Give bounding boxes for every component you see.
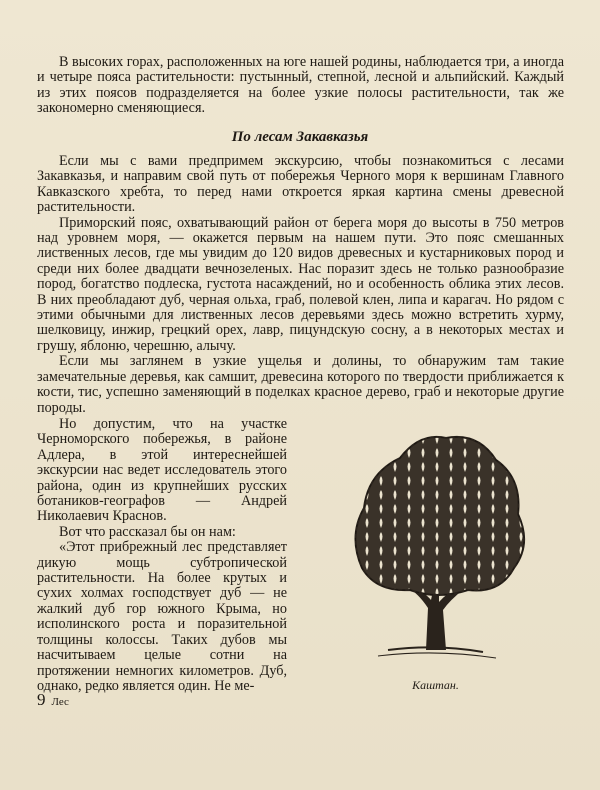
paragraph: В высоких горах, расположенных на юге нашей родины, наблюдается три, а иногда и четыре пояса растительности: пустынный, степной, лесной и альпийский. Каждый из этих поясов подразделяется на более узкие полосы растительности, так же закономерно сменяющиеся. bbox=[37, 54, 564, 117]
page-number: 9 bbox=[37, 690, 46, 709]
tree-drawing bbox=[318, 418, 553, 668]
paragraph: Если мы заглянем в узкие ущелья и долины, то обнаружим там такие замечательные деревья, как самшит, древесина которого по твердости приближается к кости, тис, успешно заменяющий в поделках красное дерево, граб и некоторые другие породы. bbox=[37, 353, 564, 416]
chestnut-tree-illustration bbox=[318, 418, 553, 668]
section-heading: По лесам Закавказья bbox=[231, 129, 369, 145]
paragraph: «Этот прибрежный лес представляет дикую мощь субтропической растительности. На более крутых и сухих холмах господствует дуб — не жалкий дуб гор южного Крыма, но исполинского роста и поразительной толщины колоссы. Таких дубов мы насчитываем целые сотни на протяжении немногих километров. Дуб, однако, редко является один. Не ме- bbox=[37, 539, 287, 694]
column-text bbox=[37, 417, 287, 694]
paragraph: Приморский пояс, охватывающий район от берега моря до высоты в 750 метров над уровнем моря, — окажется первым на нашем пути. Это пояс смешанных лиственных лесов, где мы увидим до 120 видов древесных и кустарниковых пород и среди них более двадцати вечнозеленых. Нас поразит здесь не только разнообразие пород, богатство подлеска, густота насаждений, но и особенность облика этих лесов. В них преобладают дуб, черная ольха, граб, полевой клен, липа и карагач. Но рядом с этими обычными для лиственных лесов деревьями здесь можно встретить хурму, шелковицу, инжир, грецкий орех, лавр, пицундскую сосну, а в некоторых местах и грушу, яблоню, черешню, алычу. bbox=[37, 214, 564, 354]
intro-paragraph bbox=[37, 55, 564, 117]
paragraph: Вот что рассказал бы он нам: bbox=[59, 523, 236, 540]
paragraph: Но допустим, что на участке Черноморского побережья, в районе Адлера, в этой интереснейшей экскурсии нас ведет исследователь этого района, один из крупнейших русских ботаников-географов — Андрей Николаевич Краснов. bbox=[37, 416, 287, 525]
figure-caption: Каштан. bbox=[412, 678, 459, 692]
main-text bbox=[37, 154, 564, 416]
signature-mark: Лес bbox=[51, 696, 69, 708]
paragraph: Если мы с вами предпримем экскурсию, чтобы познакомиться с лесами Закавказья, и направим свой путь от побережья Черного моря к вершинам Главного Кавказского хребта, то перед нами откроется яркая картина смены древесной растительности. bbox=[37, 153, 564, 216]
page-footer bbox=[37, 690, 69, 710]
